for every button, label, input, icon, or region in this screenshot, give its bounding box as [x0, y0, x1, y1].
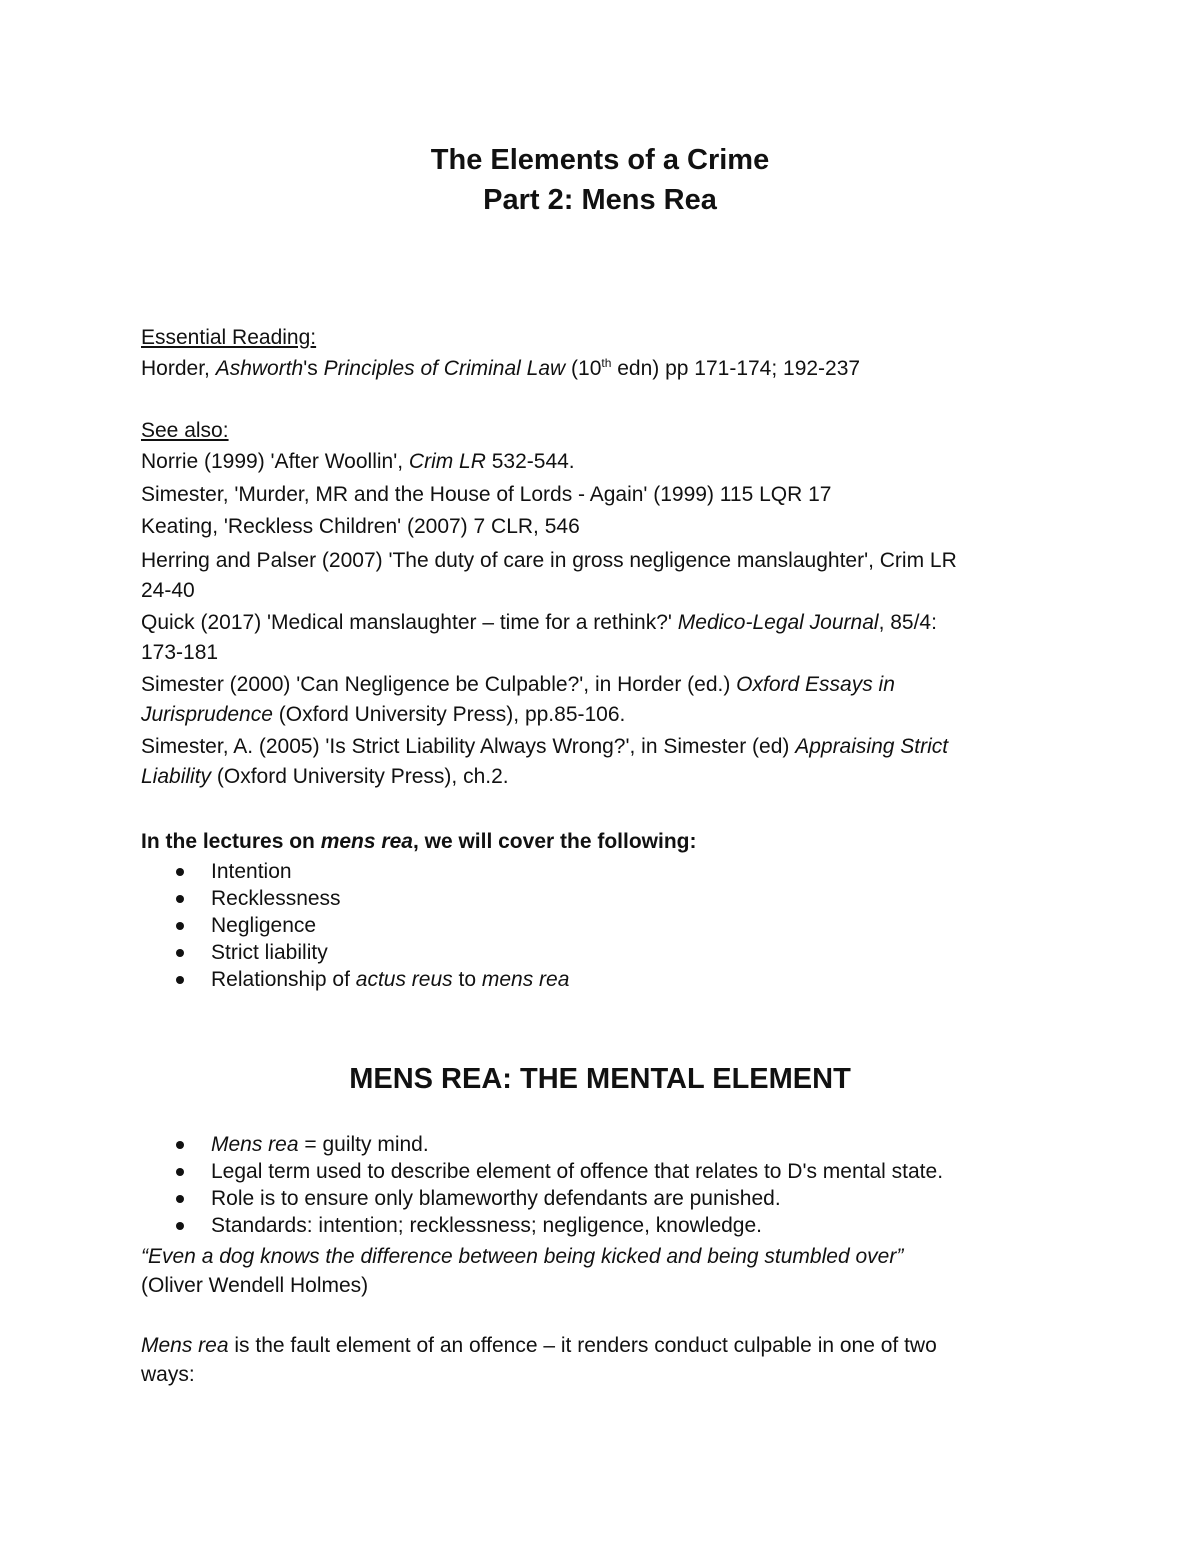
bullet-icon — [176, 922, 184, 930]
bullet-icon — [176, 949, 184, 957]
reference-simester-negligence: Simester (2000) 'Can Negligence be Culpable?', in Horder (ed.) Oxford Essays in — [141, 673, 895, 696]
see-also-heading: See also: — [141, 419, 229, 442]
reference-simester-negligence-cont: Jurisprudence (Oxford University Press), pp.85-106. — [141, 703, 626, 726]
list-item: Mens rea = guilty mind. — [141, 1131, 943, 1158]
reference-norrie: Norrie (1999) 'After Woollin', Crim LR 532-544. — [141, 450, 575, 473]
reference-simester-strict: Simester, A. (2005) 'Is Strict Liability Always Wrong?', in Simester (ed) Appraising Strict — [141, 735, 949, 758]
lectures-heading: In the lectures on mens rea, we will cover the following: — [141, 830, 697, 853]
mens-rea-paragraph: Mens rea is the fault element of an offence – it renders conduct culpable in one of two — [141, 1334, 937, 1357]
reference-quick: Quick (2017) 'Medical manslaughter – time for a rethink?' Medico-Legal Journal, 85/4: — [141, 611, 937, 634]
essential-reading-heading: Essential Reading: — [141, 326, 317, 349]
reference-keating: Keating, 'Reckless Children' (2007) 7 CLR, 546 — [141, 515, 580, 538]
reference-herring-palser: Herring and Palser (2007) 'The duty of care in gross negligence manslaughter', Crim LR — [141, 549, 957, 572]
bullet-icon — [176, 976, 184, 984]
bullet-icon — [176, 868, 184, 876]
mens-rea-list — [141, 1131, 943, 1239]
reference-herring-palser-pages: 24-40 — [141, 579, 195, 602]
reference-simester-murder: Simester, 'Murder, MR and the House of Lords - Again' (1999) 115 LQR 17 — [141, 483, 832, 506]
quote-author: (Oliver Wendell Holmes) — [141, 1274, 369, 1297]
document-title: The Elements of a Crime — [430, 144, 770, 176]
bullet-icon — [176, 1222, 184, 1230]
list-item: Role is to ensure only blameworthy defendants are punished. — [141, 1185, 943, 1212]
holmes-quote: “Even a dog knows the difference between being kicked and being stumbled over” — [141, 1245, 904, 1268]
bullet-icon — [176, 1195, 184, 1203]
bullet-icon — [176, 895, 184, 903]
list-item: Negligence — [141, 912, 569, 939]
document-subtitle: Part 2: Mens Rea — [483, 184, 717, 216]
list-item: Intention — [141, 858, 569, 885]
list-item: Strict liability — [141, 939, 569, 966]
reference-simester-strict-cont: Liability (Oxford University Press), ch.2. — [141, 765, 509, 788]
list-item: Legal term used to describe element of offence that relates to D's mental state. — [141, 1158, 943, 1185]
essential-reading-ref: Horder, Ashworth's Principles of Criminal Law (10th edn) pp 171-174; 192-237 — [141, 356, 861, 380]
list-item: Recklessness — [141, 885, 569, 912]
section-heading: MENS REA: THE MENTAL ELEMENT — [349, 1063, 851, 1095]
reference-quick-pages: 173-181 — [141, 641, 219, 664]
mens-rea-paragraph-cont: ways: — [141, 1363, 195, 1386]
bullet-icon — [176, 1168, 184, 1176]
list-item: Standards: intention; recklessness; negligence, knowledge. — [141, 1212, 943, 1239]
list-item: Relationship of actus reus to mens rea — [141, 966, 569, 993]
lectures-list — [141, 858, 569, 993]
bullet-icon — [176, 1141, 184, 1149]
